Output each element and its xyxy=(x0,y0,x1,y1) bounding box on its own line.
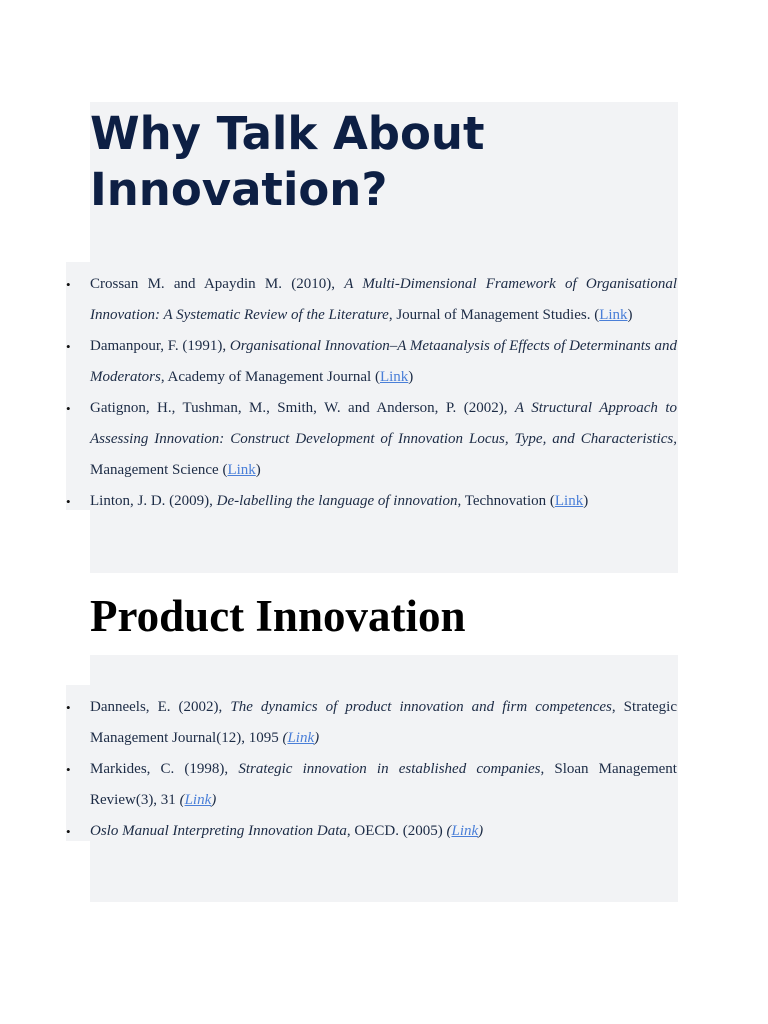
ref-source: , Academy of Management Journal ( xyxy=(160,369,380,385)
section1-reference-list xyxy=(90,269,677,517)
ref-title: A Structural Approach to Assessing Innovation: Construct Development of Innovation Locus, Type, and Characteristics xyxy=(90,400,677,447)
list-item: • Crossan M. and Apaydin M. (2010), A Multi-Dimensional Framework of Organisational Innovation: A Systematic Review of the Literature, Journal of Management Studies. (Link) xyxy=(90,269,677,331)
ref-title: Strategic innovation in established companies xyxy=(238,761,541,777)
ref-authors: Damanpour, F. (1991), xyxy=(90,338,230,354)
section2-footer-background xyxy=(90,841,678,902)
ref-link[interactable]: Link xyxy=(379,369,409,385)
ref-authors: Crossan M. and Apaydin M. (2010), xyxy=(90,276,345,292)
ref-source: , Strategic Management Journal(12), 1095 xyxy=(90,699,677,746)
list-item: • Gatignon, H., Tushman, M., Smith, W. and Anderson, P. (2002), A Structural Approach to Assessing Innovation: Construct Development of Innovation Locus, Type, and Characteristics, Management Science (Link) xyxy=(90,393,677,486)
section2-reference-list xyxy=(90,692,677,847)
ref-link[interactable]: Link xyxy=(184,792,212,808)
ref-title: A Multi-Dimensional Framework of Organisational Innovation: A Systematic Review of the Literature xyxy=(90,276,677,323)
ref-link[interactable]: Link xyxy=(451,823,479,839)
list-item: • Linton, J. D. (2009), De-labelling the language of innovation, Technovation (Link) xyxy=(90,486,677,517)
ref-link[interactable]: Link xyxy=(554,493,584,509)
list-item: • Damanpour, F. (1991), Organisational Innovation–A Metaanalysis of Effects of Determinants and Moderators, Academy of Management Journal (Link) xyxy=(90,331,677,393)
ref-title: Organisational Innovation–A Metaanalysis of Effects of Determinants and Moderators xyxy=(90,338,677,385)
ref-title: De-labelling the language of innovation xyxy=(216,493,458,509)
ref-link[interactable]: Link xyxy=(599,307,628,323)
ref-source: , OECD. (2005) xyxy=(346,823,447,839)
ref-title: The dynamics of product innovation and firm competences xyxy=(230,699,612,715)
ref-authors: Danneels, E. (2002), xyxy=(90,699,231,715)
ref-authors: Markides, C. (1998), xyxy=(90,761,239,777)
ref-authors: Linton, J. D. (2009), xyxy=(90,493,217,509)
ref-title: Oslo Manual Interpreting Innovation Data xyxy=(90,823,347,839)
list-item: • Markides, C. (1998), Strategic innovation in established companies, Sloan Management Review(3), 31 (Link) xyxy=(90,754,677,816)
ref-link[interactable]: Link xyxy=(287,730,315,746)
section1-heading: Why Talk About Innovation? xyxy=(90,107,485,216)
ref-source: , Sloan Management Review(3), 31 xyxy=(90,761,677,808)
list-item: • Danneels, E. (2002), The dynamics of product innovation and firm competences, Strategic Management Journal(12), 1095 (Link) xyxy=(90,692,677,754)
section2-background xyxy=(90,655,678,685)
ref-source: , Management Science ( xyxy=(90,431,677,478)
ref-link[interactable]: Link xyxy=(227,462,256,478)
ref-authors: Gatignon, H., Tushman, M., Smith, W. and Anderson, P. (2002), xyxy=(90,400,515,416)
section1-footer-background xyxy=(90,510,678,573)
list-item: • Oslo Manual Interpreting Innovation Data, OECD. (2005) (Link) xyxy=(90,816,677,847)
ref-source: , Journal of Management Studies. ( xyxy=(388,307,600,323)
ref-source: , Technovation ( xyxy=(457,493,555,509)
section2-heading: Product Innovation xyxy=(90,591,466,641)
